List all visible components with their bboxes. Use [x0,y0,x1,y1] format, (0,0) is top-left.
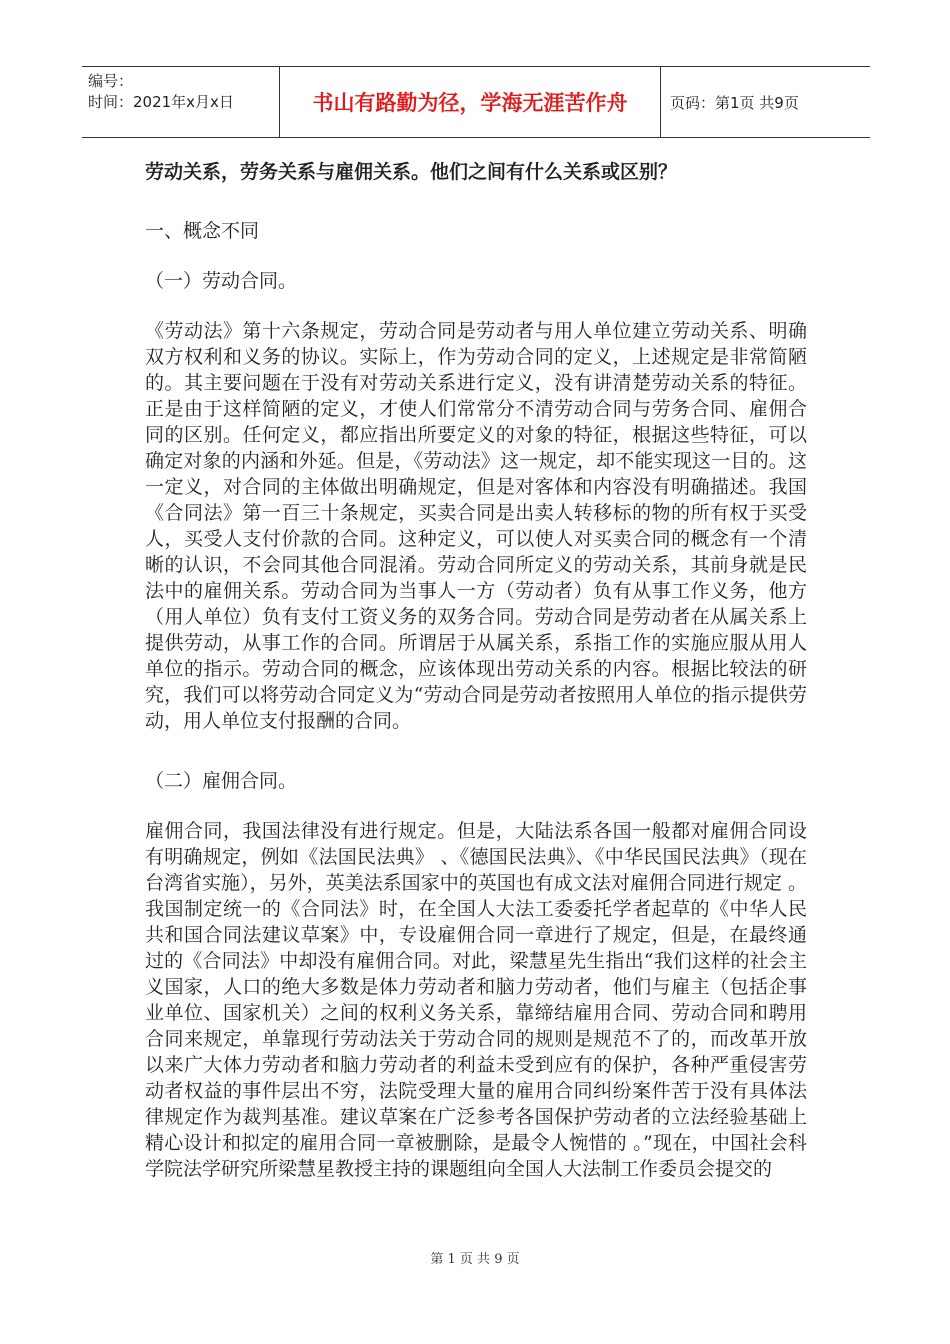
header-meta [82,67,280,137]
subsection-heading-labor-contract: （一）劳动合同。 [145,270,298,292]
document-number-label: 编号： [88,72,134,90]
paragraph-employment-contract: 雇佣合同，我国法律没有进行规定。但是，大陆法系各国一般都对雇佣合同设有明确规定，例如《法国民法典》 、《德国民法典》、《中华民国民法典》（现在台湾省实施），另外，英美法系国家中的英国也有成文法对雇佣合同进行规定 。我国制定统一的《合同法》时，在全国人大法工委委托学者起草的《中华人民共和国合同法建议草案》中，专设雇佣合同一章进行了规定，但是，在最终通过的《合同法》中却没有雇佣合同。对此，梁慧星先生指出“我们这样的社会主义国家，人口的绝大多数是体力劳动者和脑力劳动者，他们与雇主（包括企事业单位、国家机关）之间的权利义务关系，靠缔结雇用合同、劳动合同和聘用合同来规定，单靠现行劳动法关于劳动合同的规则是规范不了的，而改革开放以来广大体力劳动者和脑力劳动者的利益未受到应有的保护，各种严重侵害劳动者权益的事件层出不穷，法院受理大量的雇用合同纠纷案件苦于没有具体法律规定作为裁判基准。建议草案在广泛参考各国保护劳动者的立法经验基础上精心设计和拟定的雇用合同一章被删除，是最令人惋惜的 。”现在，中国社会科学院法学研究所梁慧星教授主持的课题组向全国人大法制工作委员会提交的 [145,820,807,1180]
section-heading-concept: 一、概念不同 [145,220,260,242]
page-footer: 第 1 页 共 9 页 [430,1252,520,1267]
header-motto: 书山有路勤为径，学海无涯苦作舟 [280,67,661,137]
page-header [82,66,870,138]
paragraph-labor-contract: 《劳动法》第十六条规定，劳动合同是劳动者与用人单位建立劳动关系、明确双方权利和义务的协议。实际上，作为劳动合同的定义，上述规定是非常简陋的。其主要问题在于没有对劳动关系进行定义，没有讲清楚劳动关系的特征。正是由于这样简陋的定义，才使人们常常分不清劳动合同与劳务合同、雇佣合同的区别。任何定义，都应指出所要定义的对象的特征，根据这些特征，可以确定对象的内涵和外延。但是，《劳动法》这一规定，却不能实现这一目的。这一定义，对合同的主体做出明确规定，但是对客体和内容没有明确描述。我国《合同法》第一百三十条规定，买卖合同是出卖人转移标的物的所有权于买受人，买受人支付价款的合同。这种定义，可以使人对买卖合同的概念有一个清晰的认识，不会同其他合同混淆。劳动合同所定义的劳动关系，其前身就是民法中的雇佣关系。劳动合同为当事人一方（劳动者）负有从事工作义务，他方（用人单位）负有支付工资义务的双务合同。劳动合同是劳动者在从属关系上提供劳动，从事工作的合同。所谓居于从属关系，系指工作的实施应服从用人单位的指示。劳动合同的概念，应该体现出劳动关系的内容。根据比较法的研究，我们可以将劳动合同定义为“劳动合同是劳动者按照用人单位的指示提供劳动，用人单位支付报酬的合同。 [145,320,807,732]
header-page-info: 页码：第1页 共9页 [670,93,799,112]
subsection-heading-employment-contract: （二）雇佣合同。 [145,770,298,792]
document-time-label: 时间：2021年x月x日 [88,93,234,111]
document-title: 劳动关系，劳务关系与雇佣关系。他们之间有什么关系或区别？ [145,161,678,183]
